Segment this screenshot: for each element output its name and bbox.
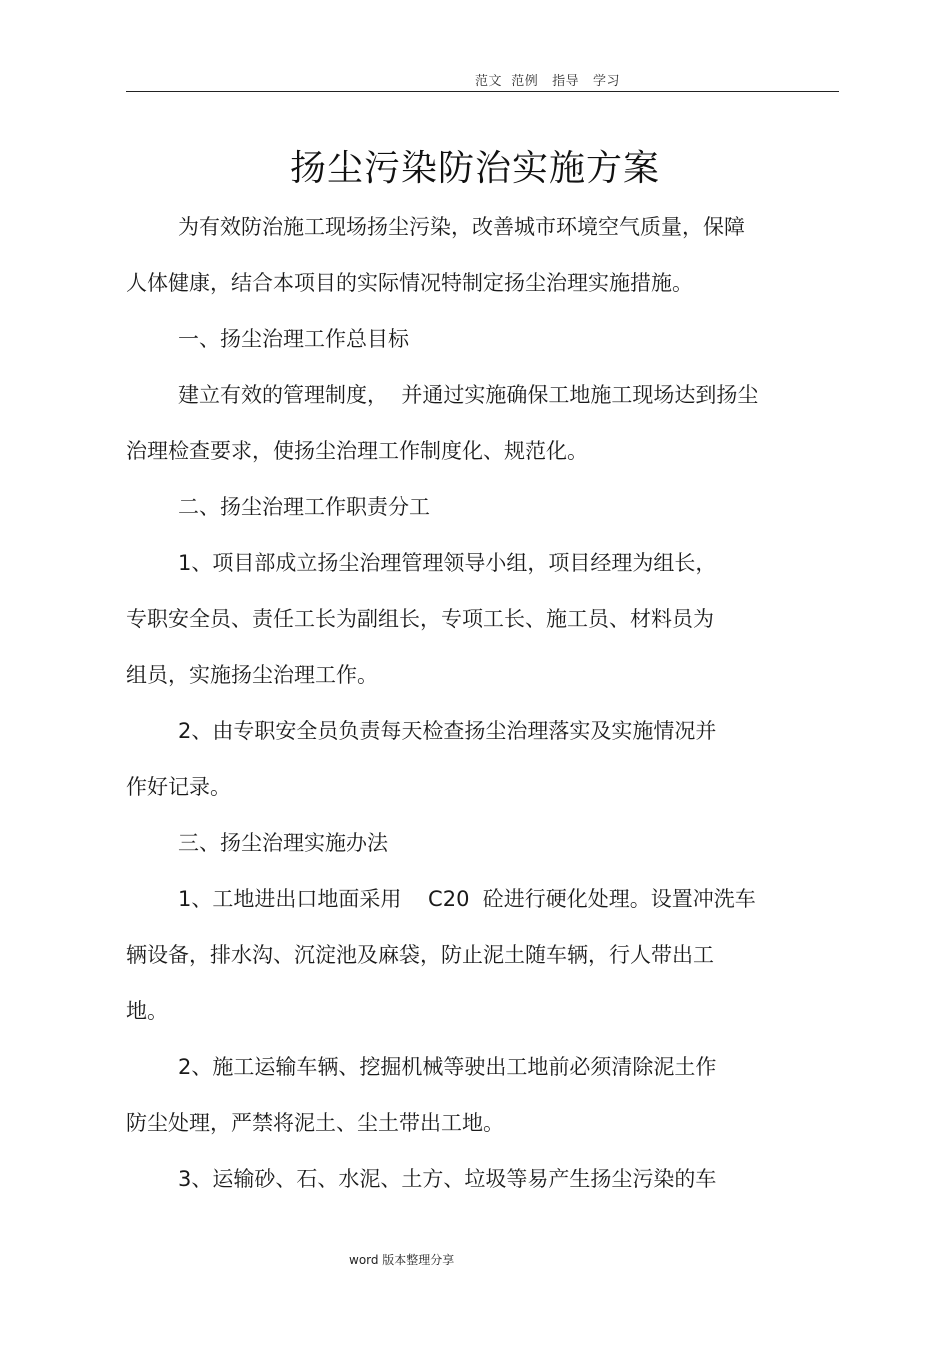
body-line-10: 2、由专职安全员负责每天检查扬尘治理落实及实施情况并 [178, 719, 717, 743]
body-line-2: 人体健康，结合本项目的实际情况特制定扬尘治理实施措施。 [126, 271, 693, 295]
page-footer: word 版本整理分享 [349, 1253, 455, 1267]
document-title: 扬尘污染防治实施方案 [289, 148, 660, 189]
body-line-17: 防尘处理，严禁将泥土、尘土带出工地。 [126, 1111, 504, 1135]
section-heading-1: 一、扬尘治理工作总目标 [178, 327, 409, 351]
body-line-16: 2、施工运输车辆、挖掘机械等驶出工地前必须清除泥土作 [178, 1055, 717, 1079]
body-line-15: 地。 [126, 999, 168, 1023]
body-line-4: 建立有效的管理制度， 并通过实施确保工地施工现场达到扬尘 [178, 383, 759, 407]
body-line-7: 1、项目部成立扬尘治理管理领导小组，项目经理为组长， [178, 551, 717, 575]
page-header: 范文 范例 指导 学习 [475, 74, 621, 89]
body-line-5: 治理检查要求，使扬尘治理工作制度化、规范化。 [126, 439, 588, 463]
section-heading-3: 三、扬尘治理实施办法 [178, 831, 388, 855]
body-line-8: 专职安全员、责任工长为副组长，专项工长、施工员、材料员为 [126, 607, 714, 631]
section-heading-2: 二、扬尘治理工作职责分工 [178, 495, 430, 519]
body-line-18: 3、运输砂、石、水泥、土方、垃圾等易产生扬尘污染的车 [178, 1167, 717, 1191]
body-line-13: 1、工地进出口地面采用 C20 砼进行硬化处理。设置冲洗车 [178, 887, 756, 911]
body-line-11: 作好记录。 [126, 775, 231, 799]
body-line-9: 组员，实施扬尘治理工作。 [126, 663, 378, 687]
body-line-1: 为有效防治施工现场扬尘污染，改善城市环境空气质量，保障 [178, 215, 745, 239]
header-divider [126, 91, 839, 92]
body-line-14: 辆设备，排水沟、沉淀池及麻袋，防止泥土随车辆，行人带出工 [126, 943, 714, 967]
